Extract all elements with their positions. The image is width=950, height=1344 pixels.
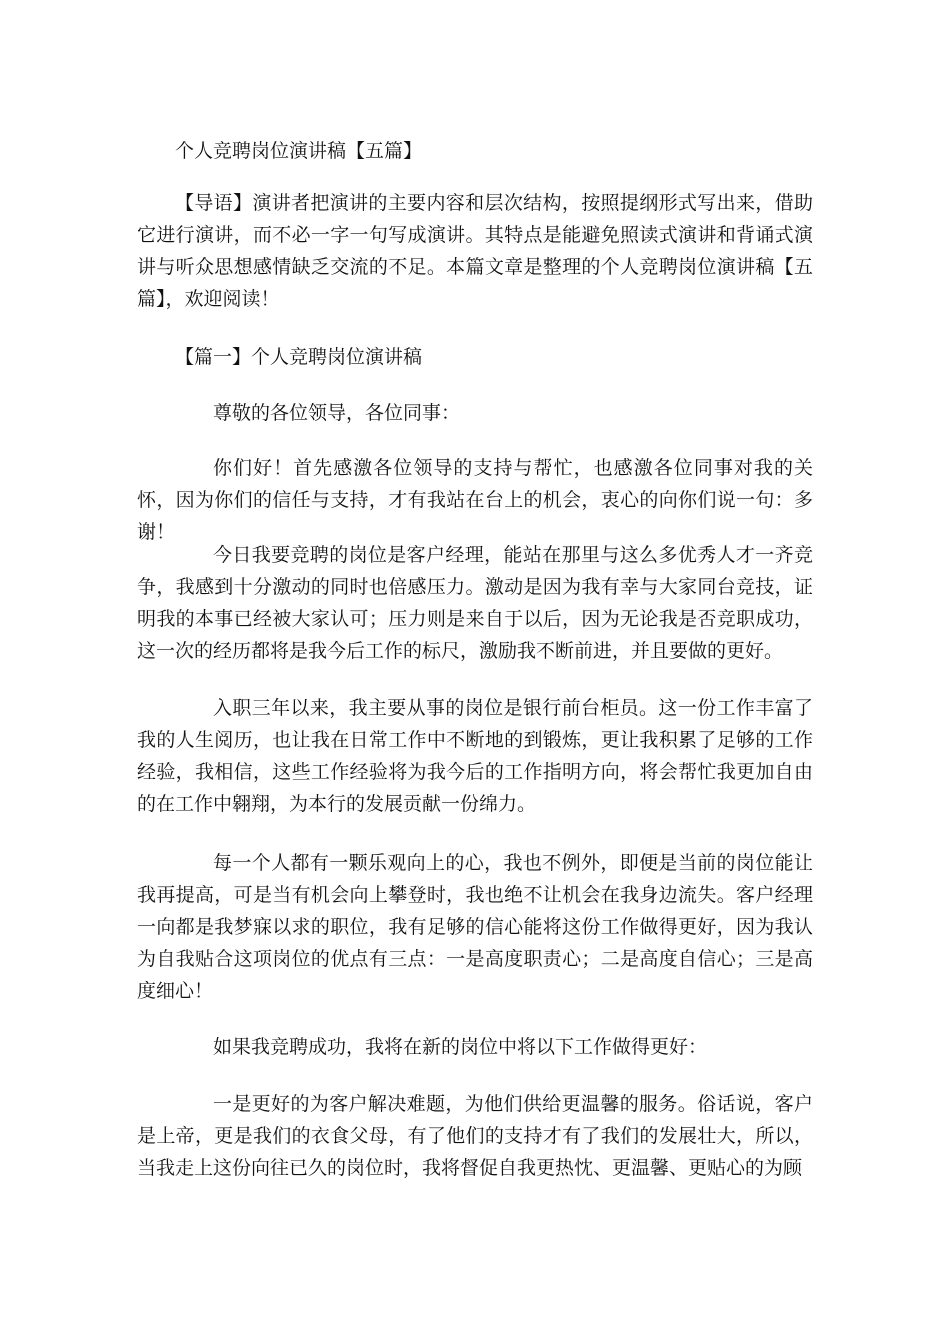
chapter-heading: 【篇一】个人竞聘岗位演讲稿 [175, 346, 423, 368]
body-paragraph: 你们好！首先感激各位领导的支持与帮忙，也感激各位同事对我的关怀，因为你们的信任与支持，才有我站在台上的机会，衷心的向你们说一句：多谢！ [137, 457, 813, 543]
body-paragraph: 一是更好的为客户解决难题，为他们供给更温馨的服务。俗话说，客户是上帝，更是我们的衣食父母，有了他们的支持才有了我们的发展壮大，所以，当我走上这份向往已久的岗位时，我将督促自我更热忱、更温馨、更贴心的为顾 [137, 1093, 813, 1179]
greeting-line: 尊敬的各位领导，各位同事： [213, 402, 461, 424]
intro-paragraph: 【导语】演讲者把演讲的主要内容和层次结构，按照提纲形式写出来，借助它进行演讲，而不必一字一句写成演讲。其特点是能避免照读式演讲和背诵式演讲与听众思想感情缺乏交流的不足。本篇文章是整理的个人竞聘岗位演讲稿【五篇】，欢迎阅读！ [137, 192, 813, 310]
body-paragraph: 今日我要竞聘的岗位是客户经理，能站在那里与这么多优秀人才一齐竞争，我感到十分激动的同时也倍感压力。激动是因为我有幸与大家同台竞技，证明我的本事已经被大家认可；压力则是来自于以后，因为无论我是否竞职成功，这一次的经历都将是我今后工作的标尺，激励我不断前进，并且要做的更好。 [137, 544, 813, 662]
document-title: 个人竞聘岗位演讲稿【五篇】 [175, 140, 423, 162]
body-paragraph: 每一个人都有一颗乐观向上的心，我也不例外，即便是当前的岗位能让我再提高，可是当有机会向上攀登时，我也绝不让机会在我身边流失。客户经理一向都是我梦寐以求的职位，我有足够的信心能将这份工作做得更好，因为我认为自我贴合这项岗位的优点有三点：一是高度职责心；二是高度自信心；三是高度细心！ [137, 852, 813, 1002]
body-paragraph: 入职三年以来，我主要从事的岗位是银行前台柜员。这一份工作丰富了我的人生阅历，也让我在日常工作中不断地的到锻炼，更让我积累了足够的工作经验，我相信，这些工作经验将为我今后的工作指明方向，将会帮忙我更加自由的在工作中翱翔，为本行的发展贡献一份绵力。 [137, 697, 813, 815]
body-paragraph: 如果我竞聘成功，我将在新的岗位中将以下工作做得更好： [213, 1036, 708, 1058]
